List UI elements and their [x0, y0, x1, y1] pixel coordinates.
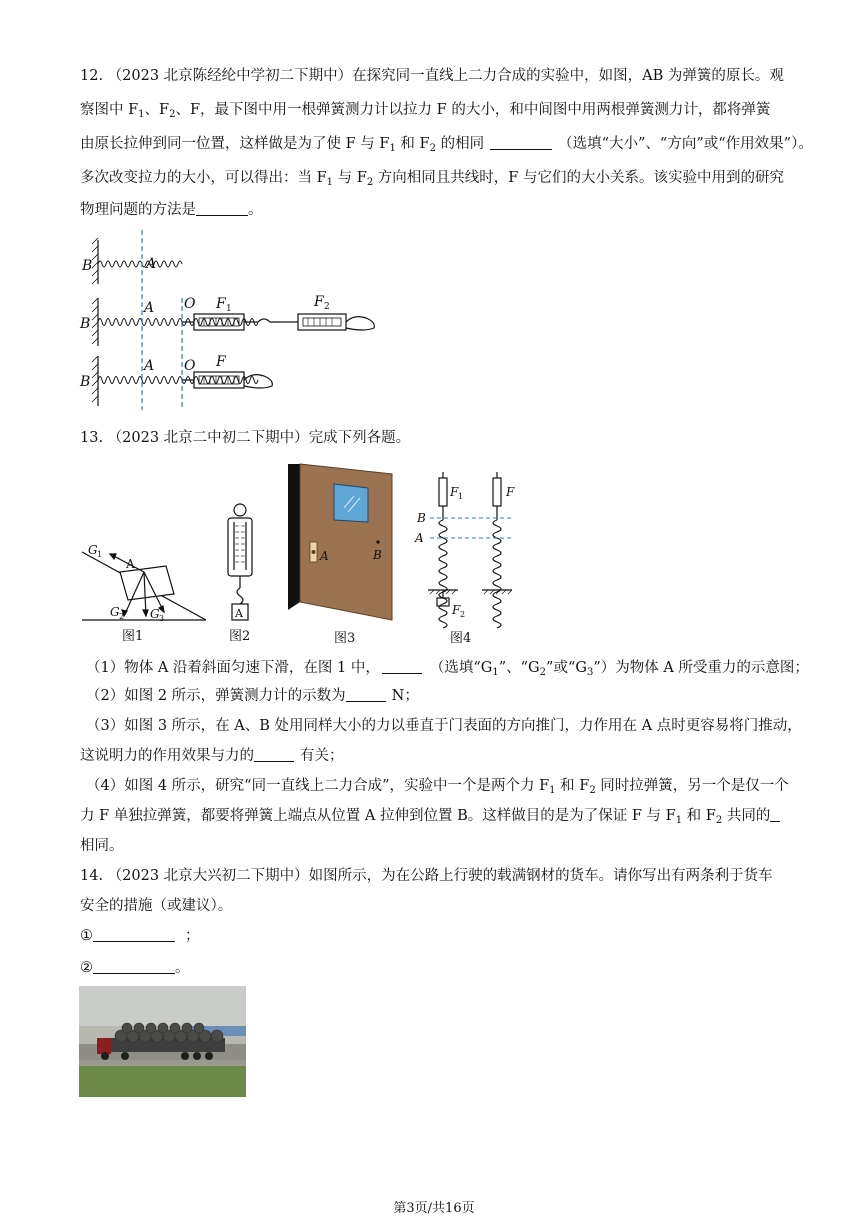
q13-text: 同时拉弹簧，另一个是仅一个 — [595, 778, 789, 794]
q13-title: 13. （2023 北京二中初二下期中）完成下列各题。 — [80, 430, 411, 446]
q14-line-2: 安全的措施（或建议）。 — [80, 898, 233, 914]
q13-part-1 — [86, 658, 809, 683]
q12-text: 和 F — [395, 136, 430, 152]
label-f: F — [506, 485, 515, 499]
subscript: 1 — [226, 304, 232, 314]
incline-figure — [80, 538, 210, 644]
label-g3: G — [150, 607, 160, 621]
spring-scale-figure — [218, 500, 262, 644]
q13-part-3: （3）如图 3 所示，在 A、B 处用同样大小的力以垂直于门表面的方向推门，力作用在 A 点时更容易将门推动， — [86, 718, 802, 734]
q12-text: 由原长拉伸到同一位置，这样做是为了使 F 与 F — [80, 136, 390, 152]
label-b: B — [373, 548, 382, 562]
circled-number: ① — [80, 928, 93, 944]
q13-text: 和 F — [682, 808, 716, 824]
q12-line-1: 12. （2023 北京陈经纶中学初二下期中）在探究同一直线上二力合成的实验中，如图，AB 为弹簧的原长。观 — [80, 68, 784, 84]
q13-text: 共同的 — [722, 808, 771, 824]
label-b: B — [82, 258, 93, 274]
answer-blank[interactable] — [346, 687, 386, 702]
subscript: 1 — [458, 492, 464, 501]
q13-text: （2）如图 2 所示，弹簧测力计的示数为 — [86, 688, 346, 704]
q13-text: ”或“G — [546, 660, 587, 676]
q13-part-4 — [86, 776, 789, 801]
subscript: 1 — [492, 667, 499, 678]
subscript: 1 — [549, 785, 556, 796]
door-figure — [286, 462, 396, 646]
label-f1: F — [216, 296, 226, 312]
q13-text: （4）如图 4 所示，研究“同一直线上二力合成”，实验中一个是两个力 F — [86, 778, 550, 794]
q12-text: 与 F — [333, 170, 367, 186]
answer-blank[interactable] — [770, 807, 780, 822]
q13-part-4-cont — [80, 806, 780, 831]
label-b: B — [80, 316, 91, 332]
label-o: O — [184, 296, 196, 312]
label-a: A — [126, 557, 135, 571]
label-f: F — [216, 354, 226, 370]
q13-text: ”）为物体 A 所受重力的示意图； — [593, 660, 809, 676]
answer-blank[interactable] — [254, 747, 294, 762]
subscript: 2 — [169, 109, 176, 120]
subscript: 2 — [366, 177, 374, 188]
subscript: 2 — [119, 612, 125, 621]
answer-blank[interactable] — [93, 959, 175, 974]
label-b: B — [80, 374, 91, 390]
q12-text: 、F — [144, 102, 170, 118]
q13-text: 有关； — [300, 748, 344, 764]
subscript: 1 — [389, 143, 396, 154]
q12-line-3 — [80, 134, 813, 159]
label-a: A — [235, 607, 243, 620]
q14-answer-1 — [80, 926, 200, 946]
label-f2: F — [314, 294, 324, 310]
q13-part-4-end: 相同。 — [80, 838, 124, 854]
q13-part-3-cont — [80, 746, 344, 766]
q13-text: （选填“G — [429, 660, 493, 676]
q12-line-5 — [80, 200, 263, 220]
label-b: B — [417, 511, 426, 525]
q12-text: 。 — [248, 202, 263, 218]
subscript: 2 — [715, 815, 723, 826]
q13-text: （1）物体 A 沿着斜面匀速下滑，在图 1 中， — [86, 660, 380, 676]
q14-line-1: 14. （2023 北京大兴初二下期中）如图所示，为在公路上行驶的载满钢材的货车。请你写出有两条利于货车 — [80, 868, 773, 884]
q12-text: 察图中 F — [80, 102, 139, 118]
label-a: A — [320, 549, 329, 563]
subscript: 2 — [589, 785, 596, 796]
subscript: 2 — [429, 143, 436, 154]
q13-text: 和 F — [555, 778, 590, 794]
label-o: O — [184, 358, 196, 374]
figure-caption: 图4 — [450, 631, 472, 646]
label-f2: F — [452, 603, 461, 617]
spring-force-figure — [78, 228, 388, 410]
vertical-springs-figure — [410, 470, 520, 646]
label-a: A — [415, 531, 424, 545]
q12-text: 物理问题的方法是 — [80, 202, 196, 218]
q14-text: ； — [185, 928, 200, 944]
q13-part-2 — [86, 686, 419, 706]
label-f1: F — [450, 485, 459, 499]
answer-blank[interactable] — [196, 201, 248, 216]
subscript: 1 — [138, 109, 145, 120]
subscript: 2 — [324, 302, 330, 312]
q12-line-4 — [80, 168, 784, 193]
q12-text: 、F，最下图中用一根弹簧测力计以拉力 F 的大小，和中间图中用两根弹簧测力计，都将弹簧 — [175, 102, 771, 118]
answer-blank[interactable] — [382, 659, 422, 674]
circled-number: ② — [80, 960, 93, 976]
label-g1: G — [88, 543, 98, 557]
q13-text: 力 F 单独拉弹簧，都要将弹簧上端点从位置 A 拉伸到位置 B。这样做目的是为了保证 F 与 F — [80, 808, 676, 824]
q14-answer-2 — [80, 958, 190, 978]
answer-blank[interactable] — [93, 927, 175, 942]
subscript: 3 — [159, 614, 165, 623]
q14-text: 。 — [175, 960, 190, 976]
q12-text: 多次改变拉力的大小，可以得出：当 F — [80, 170, 327, 186]
label-a: A — [144, 358, 155, 374]
subscript: 2 — [460, 610, 466, 619]
answer-blank[interactable] — [490, 135, 552, 150]
figure-caption: 图3 — [334, 631, 356, 646]
q12-text: （选填“大小”、“方向”或“作用效果”）。 — [558, 136, 813, 152]
q12-text: 方向相同且共线时，F 与它们的大小关系。该实验中用到的研究 — [373, 170, 784, 186]
page-footer: 第3页/共16页 — [393, 1201, 475, 1216]
figure-caption: 图2 — [229, 629, 251, 644]
q13-text: ”、“G — [498, 660, 540, 676]
q13-text: 这说明力的作用效果与力的 — [80, 748, 254, 764]
label-a: A — [144, 300, 155, 316]
subscript: 3 — [586, 667, 594, 678]
truck-photo — [79, 986, 246, 1097]
label-a: A — [146, 256, 157, 272]
figure-caption: 图1 — [122, 629, 144, 644]
q12-text: 的相同 — [435, 136, 485, 152]
label-g2: G — [110, 605, 120, 619]
subscript: 1 — [97, 550, 103, 559]
subscript: 2 — [539, 667, 547, 678]
subscript: 1 — [326, 177, 334, 188]
q12-line-2 — [80, 100, 770, 125]
q13-text: N； — [391, 688, 419, 704]
subscript: 1 — [675, 815, 683, 826]
